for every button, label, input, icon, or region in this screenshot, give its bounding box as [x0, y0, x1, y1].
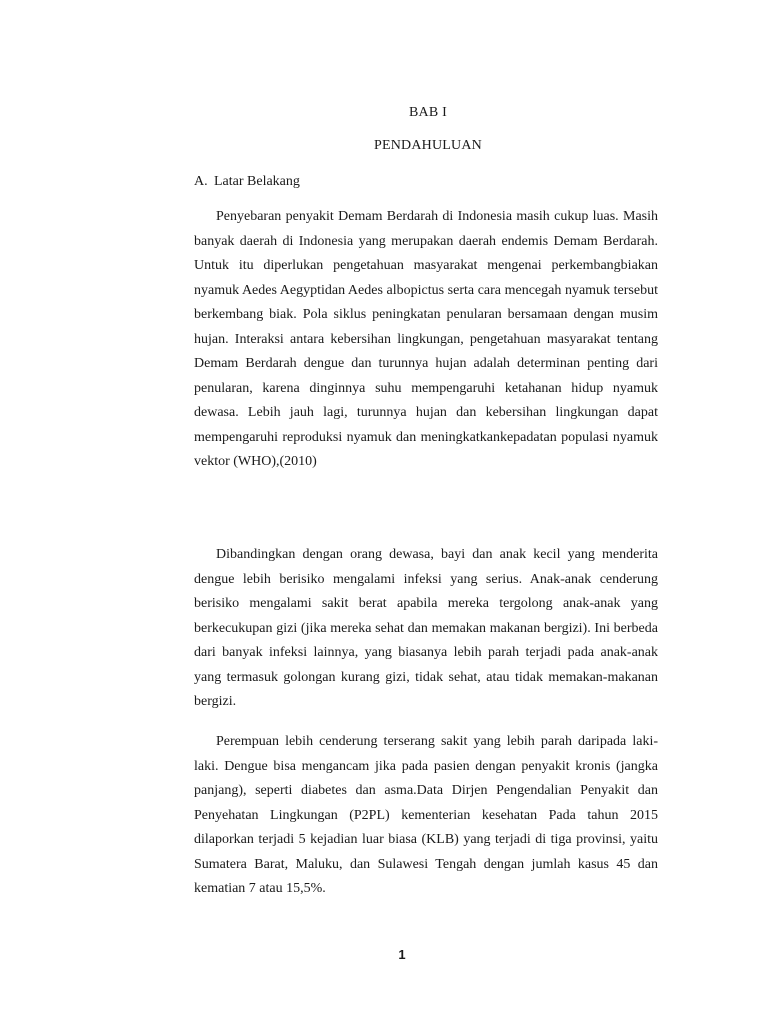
chapter-title: PENDAHULUAN	[374, 138, 482, 153]
paragraph: Perempuan lebih cenderung terserang sakit yang lebih parah daripada laki-laki. Dengue bisa mengancam jika pada pasien dengan penyakit kronis (jangka panjang), seperti diabetes dan asma.Data Dirjen Pengendalian Penyakit dan Penyehatan Lingkungan (P2PL) kementerian kesehatan Pada tahun 2015 dilaporkan terjadi 5 kejadian luar biasa (KLB) yang terjadi di tiga provinsi, yaitu Sumatera Barat, Maluku, dan Sulawesi Tengah dengan jumlah kasus 45 dan kematian 7 atau 15,5%.	[194, 734, 658, 896]
page-number: 1	[398, 947, 406, 962]
section-number: A.	[194, 174, 208, 189]
paragraph: Dibandingkan dengan orang dewasa, bayi dan anak kecil yang menderita dengue lebih berisiko mengalami infeksi yang serius. Anak-anak cenderung berisiko mengalami sakit berat apabila mereka tergolong anak-anak yang berkecukupan gizi (jika mereka sehat dan memakan makanan bergizi). Ini berbeda dari banyak infeksi lainnya, yang biasanya lebih parah terjadi pada anak-anak yang termasuk golongan kurang gizi, tidak sehat, atau tidak memakan-makanan bergizi.	[194, 547, 658, 709]
section-heading	[194, 174, 300, 190]
section-title: Latar Belakang	[214, 174, 300, 189]
chapter-heading: BAB I	[409, 105, 447, 120]
paragraph: Penyebaran penyakit Demam Berdarah di Indonesia masih cukup luas. Masih banyak daerah di Indonesia yang merupakan daerah endemis Demam Berdarah. Untuk itu diperlukan pengetahuan masyarakat mengenai perkembangbiakan nyamuk Aedes Aegyptidan Aedes albopictus serta cara mencegah nyamuk tersebut berkembang biak. Pola siklus peningkatan penularan bersamaan dengan musim hujan. Interaksi antara kebersihan lingkungan, pengetahuan masyarakat tentang Demam Berdarah dengue dan turunnya hujan adalah determinan penting dari penularan, karena dinginnya suhu mempengaruhi ketahanan hidup nyamuk dewasa. Lebih jauh lagi, turunnya hujan dan kebersihan lingkungan dapat mempengaruhi reproduksi nyamuk dan meningkatkankepadatan populasi nyamuk vektor (WHO),(2010)	[194, 209, 658, 469]
